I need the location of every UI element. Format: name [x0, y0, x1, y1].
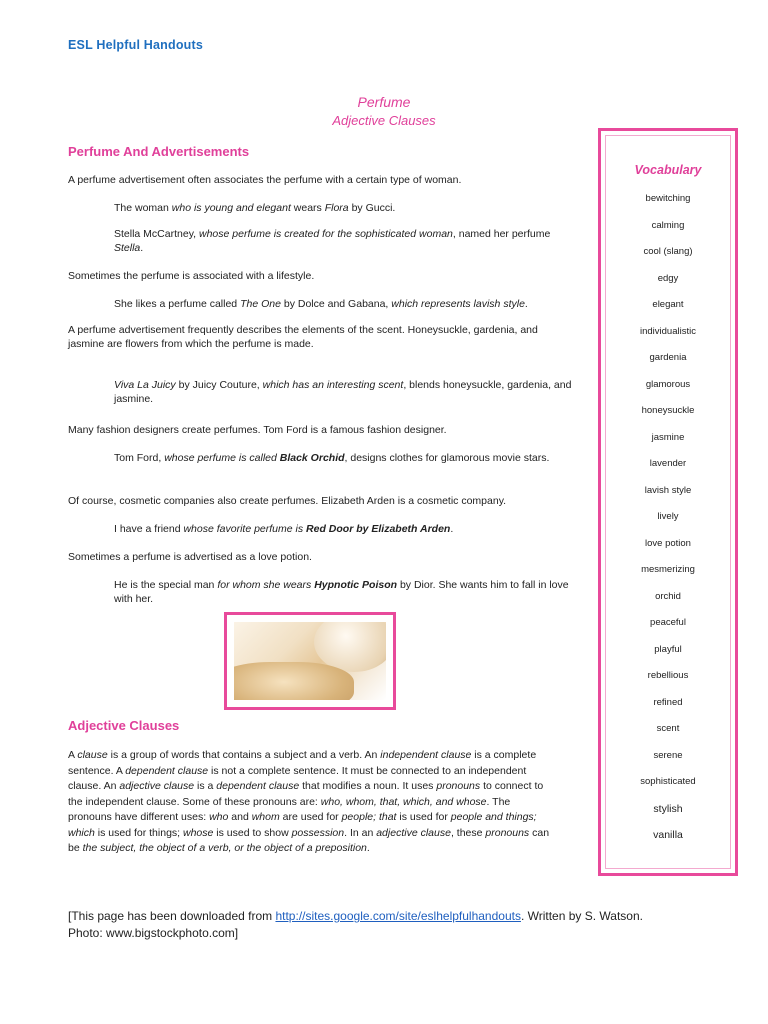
source-link[interactable]: http://sites.google.com/site/eslhelpfulhandouts [275, 909, 521, 923]
example-sentence: Tom Ford, whose perfume is called Black Orchid, designs clothes for glamorous movie stars. [114, 452, 550, 464]
vocabulary-item: stylish [653, 802, 683, 815]
footer-note: [This page has been downloaded from http://sites.google.com/site/eslhelpfulhandouts. Written by S. Watson. Photo: www.bigstockphoto.com] [68, 909, 643, 940]
page-title: Perfume [357, 94, 411, 110]
vocabulary-item: playful [654, 643, 682, 655]
section-heading-adjective-clauses: Adjective Clauses [68, 718, 180, 733]
vocabulary-item: edgy [657, 272, 679, 284]
vocabulary-list [601, 193, 735, 856]
vocabulary-item: lavish style [644, 484, 692, 496]
paragraph: Sometimes the perfume is associated with a lifestyle. [68, 270, 315, 282]
vocabulary-heading: Vocabulary [634, 163, 702, 177]
vocabulary-item: gardenia [649, 352, 687, 363]
paragraph: A perfume advertisement frequently describes the elements of the scent. Honeysuckle, gardenia, and jasmine are flowers from which the perfume is made. [68, 324, 538, 350]
vocabulary-item: peaceful [650, 617, 686, 628]
vocabulary-item: cool (slang) [643, 246, 693, 257]
paragraph: Of course, cosmetic companies also create perfumes. Elizabeth Arden is a cosmetic company. [68, 495, 507, 507]
adjective-clauses-paragraph: A clause is a group of words that contains a subject and a verb. An independent clause is a complete sentence. A dependent clause is not a complete sentence. It must be connected to an independent clause. An adjective clause is a dependent clause that modifies a noun. It uses pronouns to connect to the independent clause. Some of these pronouns are: who, whom, that, which, and whose. The pronouns have different uses: who and whom are used for people; that is used for people and things; which is used for things; whose is used to show possession. In an adjective clause, these pronouns can be the subject, the object of a verb, or the object of a preposition. [68, 749, 550, 854]
page-subtitle: Adjective Clauses [332, 113, 436, 128]
perfume-photo [224, 612, 396, 710]
example-sentence: The woman who is young and elegant wears Flora by Gucci. [114, 202, 396, 214]
example-sentence: Stella McCartney, whose perfume is created for the sophisticated woman, named her perfume Stella. [114, 228, 551, 254]
vocabulary-item: jasmine [651, 431, 685, 443]
vocabulary-item: rebellious [647, 670, 689, 681]
perfume-photo-image [234, 622, 386, 700]
paragraph: A perfume advertisement often associates the perfume with a certain type of woman. [68, 174, 462, 186]
vocabulary-item: bewitching [645, 193, 691, 204]
example-sentence: She likes a perfume called The One by Dolce and Gabana, which represents lavish style. [114, 298, 528, 310]
vocabulary-item: love potion [645, 537, 691, 549]
vocabulary-item: mesmerizing [641, 564, 695, 575]
example-sentence: He is the special man for whom she wears Hypnotic Poison by Dior. She wants him to fall in love with her. [114, 579, 569, 605]
vocabulary-item: scent [656, 723, 680, 734]
vocabulary-item: orchid [655, 590, 681, 602]
vocabulary-item: serene [653, 749, 683, 761]
vocabulary-sidebar [598, 128, 738, 876]
vocabulary-item: vanilla [653, 829, 683, 841]
vocabulary-item: glamorous [645, 378, 691, 390]
vocabulary-item: refined [653, 696, 683, 708]
vocabulary-item: calming [651, 219, 685, 231]
section-heading-advertisements: Perfume And Advertisements [68, 144, 250, 159]
example-sentence: Viva La Juicy by Juicy Couture, which has an interesting scent, blends honeysuckle, gardenia, and jasmine. [114, 379, 572, 405]
vocabulary-item: sophisticated [640, 776, 696, 787]
vocabulary-item: individualistic [640, 325, 696, 337]
vocabulary-item: lively [657, 511, 679, 522]
paragraph: Many fashion designers create perfumes. Tom Ford is a famous fashion designer. [68, 424, 447, 436]
vocabulary-item: honeysuckle [641, 405, 695, 416]
vocabulary-item: elegant [652, 299, 684, 310]
vocabulary-item: lavender [649, 458, 687, 469]
paragraph: Sometimes a perfume is advertised as a love potion. [68, 551, 312, 563]
brand-title: ESL Helpful Handouts [68, 38, 204, 52]
example-sentence: I have a friend whose favorite perfume is Red Door by Elizabeth Arden. [114, 523, 454, 535]
